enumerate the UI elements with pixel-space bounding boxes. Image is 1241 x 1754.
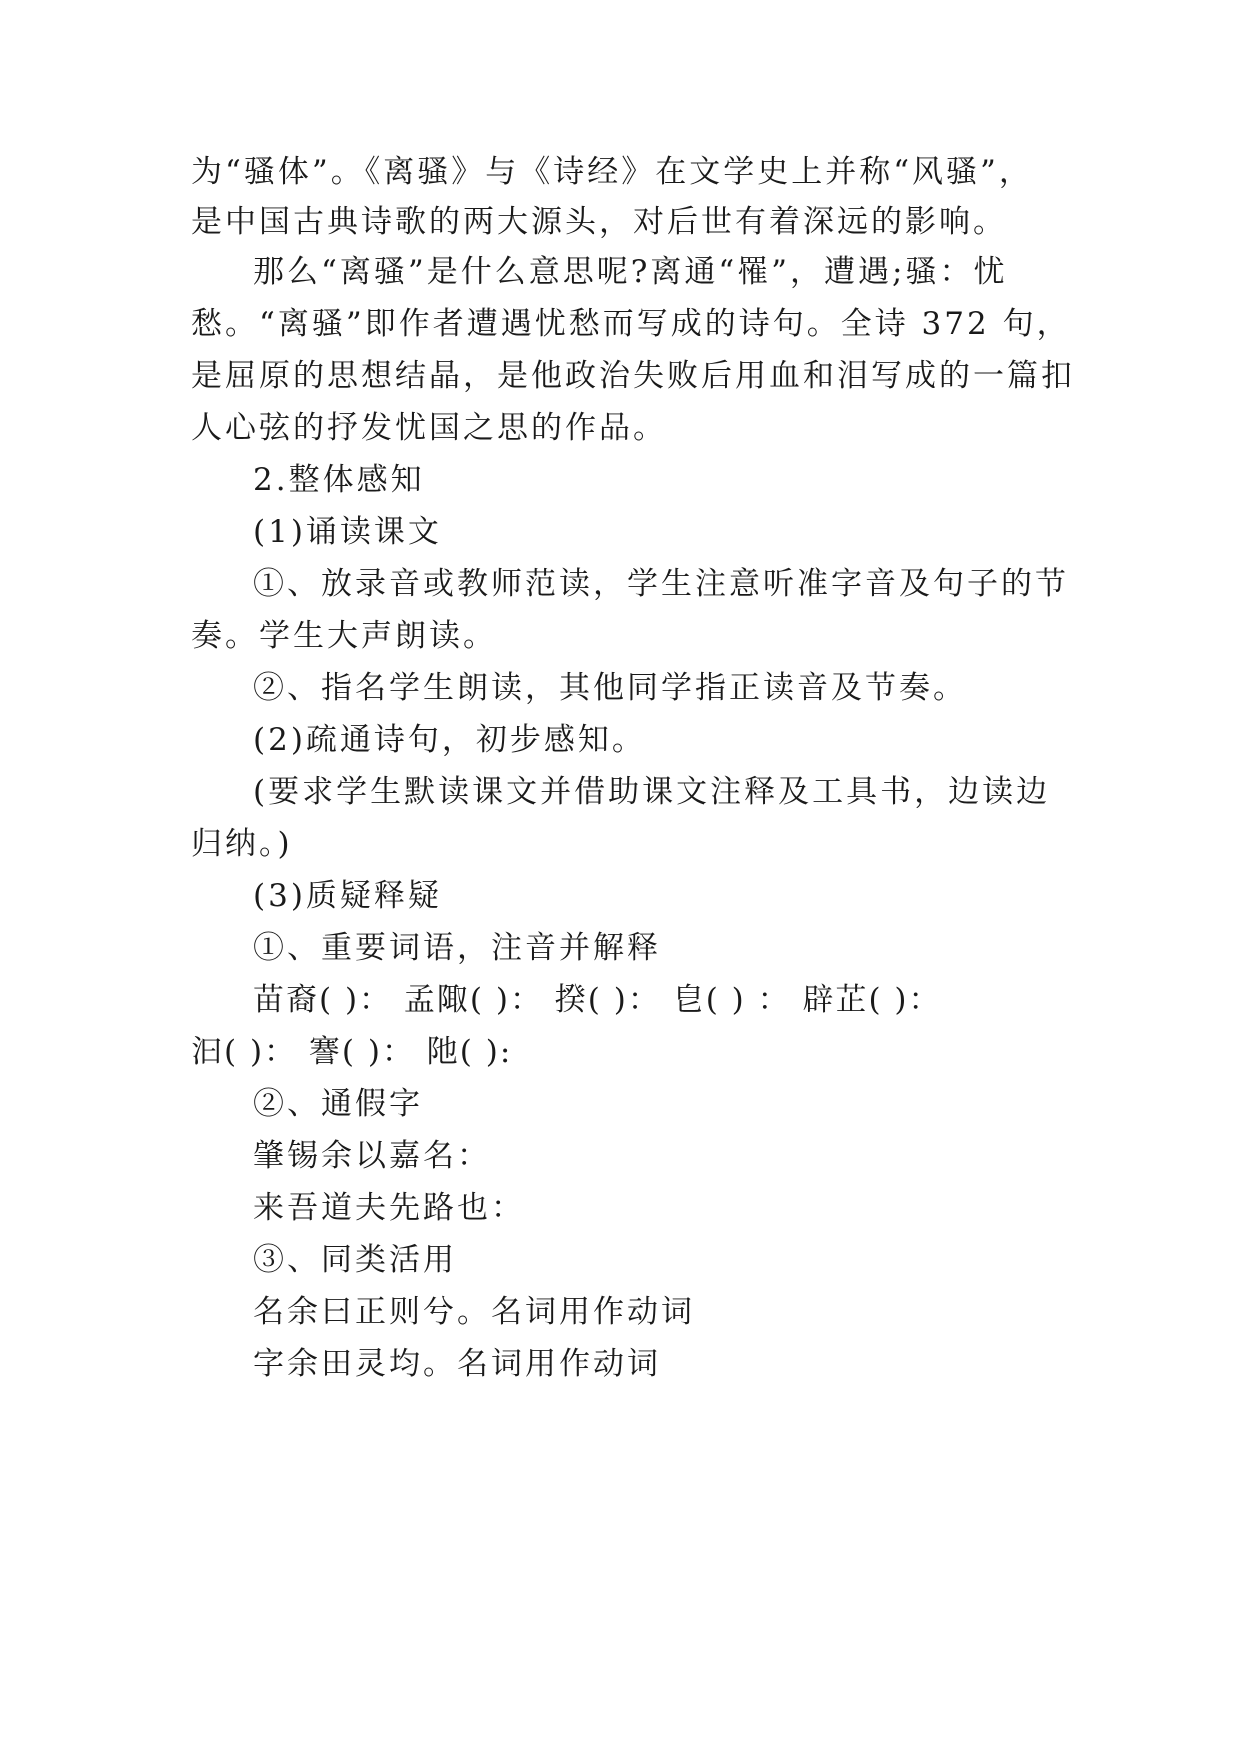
- paragraph-line: 愁。“离骚”即作者遭遇忧愁而写成的诗句。全诗 372 句，: [191, 306, 1071, 342]
- example-line: 肇锡余以嘉名：: [253, 1138, 491, 1174]
- paragraph-line: (要求学生默读课文并借助课文注释及工具书，边读边: [253, 774, 1051, 810]
- example-line: 字余田灵均。名词用作动词: [253, 1346, 661, 1382]
- subsection-heading: (2)疏通诗句，初步感知。: [253, 722, 646, 758]
- example-line: 来吾道夫先路也：: [253, 1190, 525, 1226]
- item-heading: ③、同类活用: [253, 1242, 457, 1278]
- paragraph-line: ②、指名学生朗读，其他同学指正读音及节奏。: [253, 670, 967, 706]
- paragraph-line: 人心弦的抒发忧国之思的作品。: [191, 410, 667, 446]
- paragraph-line: 是中国古典诗歌的两大源头，对后世有着深远的影响。: [191, 204, 1007, 240]
- paragraph-line: 奏。学生大声朗读。: [191, 618, 497, 654]
- subsection-heading: (1)诵读课文: [253, 514, 442, 550]
- vocabulary-line: 苗裔( )： 孟陬( )： 揆( )： 皀( ) ： 辟芷( )：: [253, 982, 942, 1018]
- item-heading: ②、通假字: [253, 1086, 423, 1122]
- paragraph-line: ①、放录音或教师范读，学生注意听准字音及句子的节: [253, 566, 1069, 602]
- paragraph-line: 那么“离骚”是什么意思呢?离通“罹”，遭遇;骚：忧: [253, 254, 1008, 290]
- example-line: 名余曰正则兮。名词用作动词: [253, 1294, 695, 1330]
- paragraph-line: 是屈原的思想结晶，是他政治失败后用血和泪写成的一篇扣: [191, 358, 1075, 394]
- section-heading: 2.整体感知: [253, 462, 425, 498]
- item-heading: ①、重要词语，注音并解释: [253, 930, 661, 966]
- subsection-heading: (3)质疑释疑: [253, 878, 442, 914]
- paragraph-line: 为“骚体”。《离骚》与《诗经》在文学史上并称“风骚”，: [191, 154, 1033, 190]
- paragraph-line: 归纳。): [191, 826, 293, 862]
- vocabulary-line: 汩( )： 謇( )： 阤( ):: [191, 1034, 513, 1070]
